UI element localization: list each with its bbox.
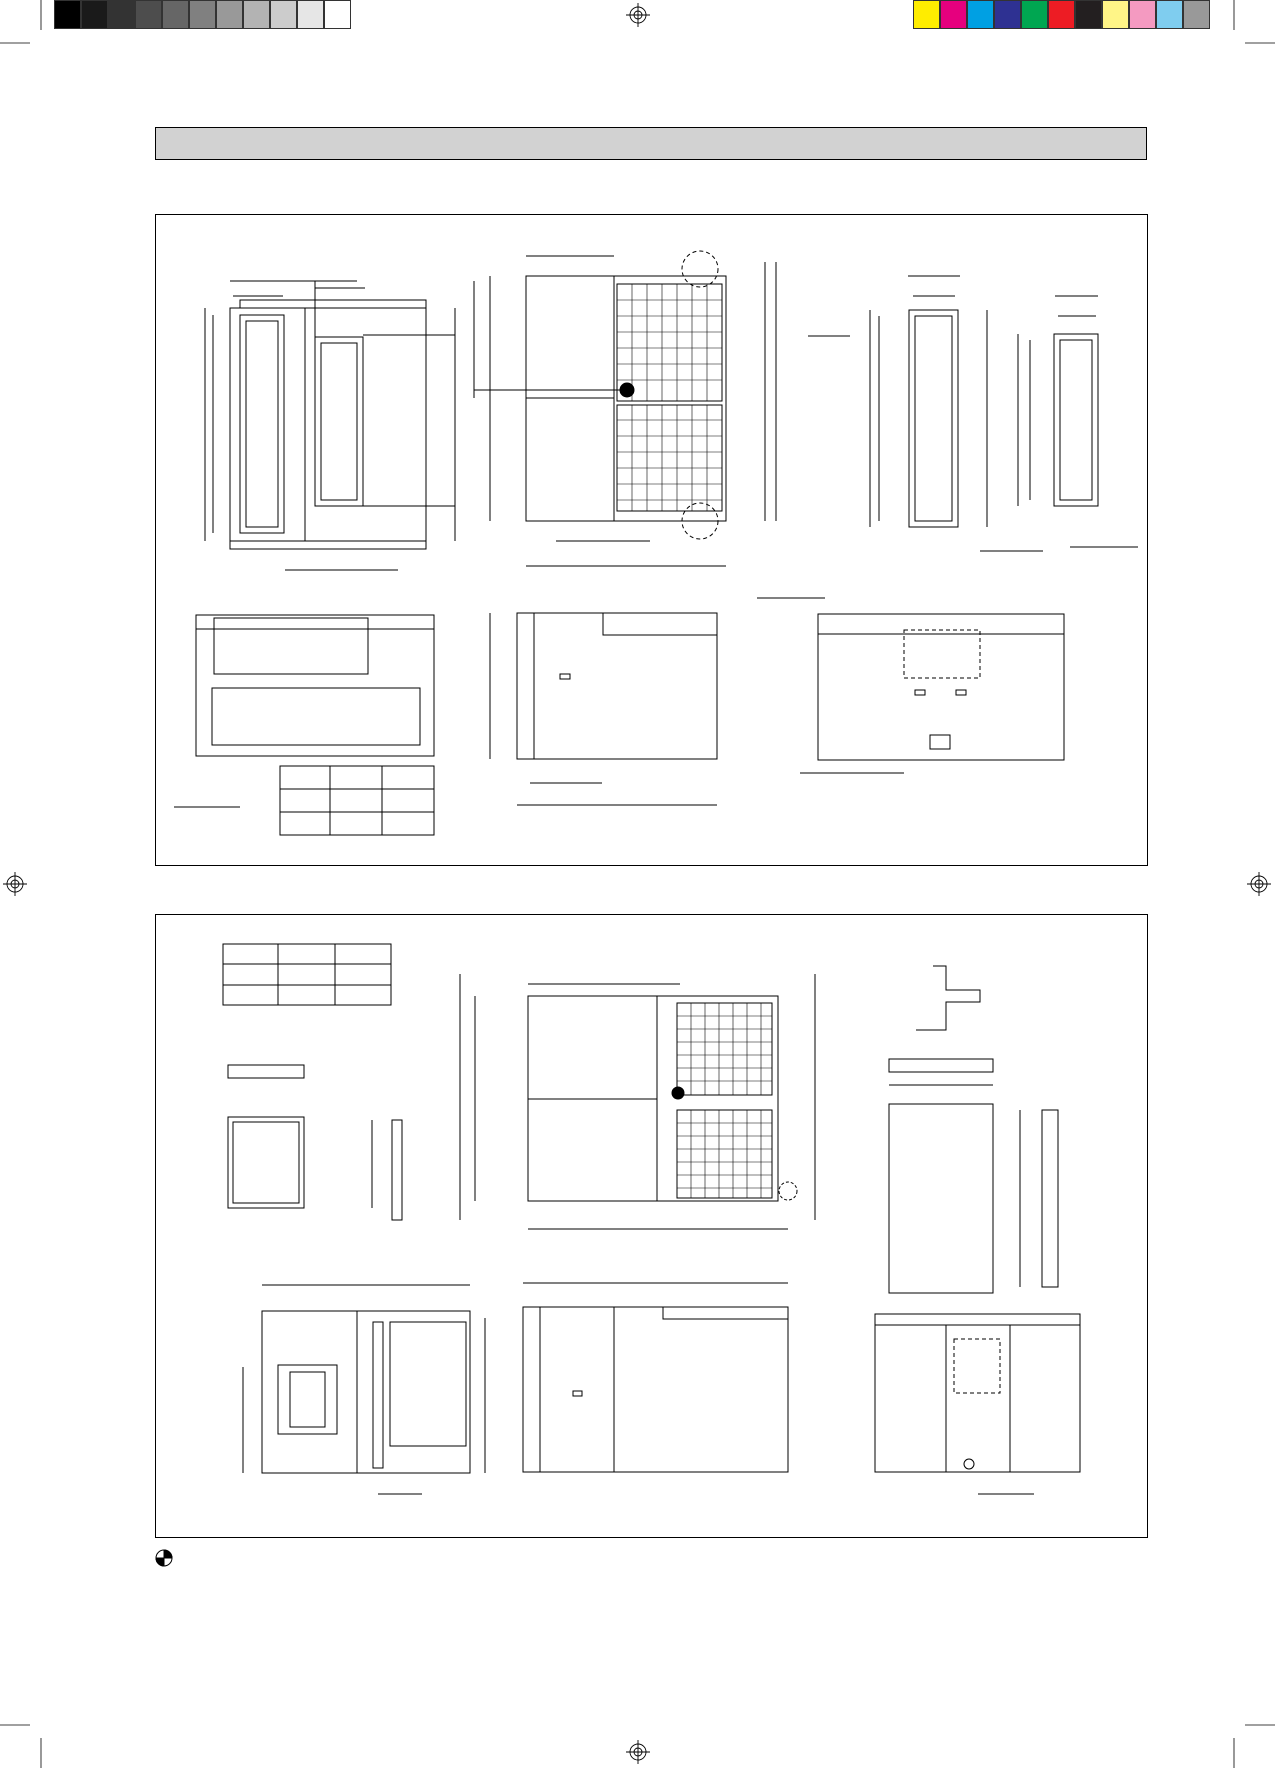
center-of-gravity-icon: [156, 1550, 172, 1566]
top-center-front-view: [474, 251, 776, 566]
bottom-left-small-views: [228, 1065, 402, 1220]
bottom-center-front-view: [460, 974, 815, 1229]
registration-mark-icon: [3, 3, 1271, 1764]
top-left-face-view: [205, 281, 455, 570]
top-bottom-row-views: [174, 598, 1064, 835]
top-dimension-table: [280, 766, 434, 835]
bottom-dimension-table: [223, 944, 391, 1005]
bottom-right-views: [889, 966, 1058, 1293]
bottom-row-views: [243, 1283, 1080, 1494]
top-right-side-views: [808, 276, 1138, 551]
